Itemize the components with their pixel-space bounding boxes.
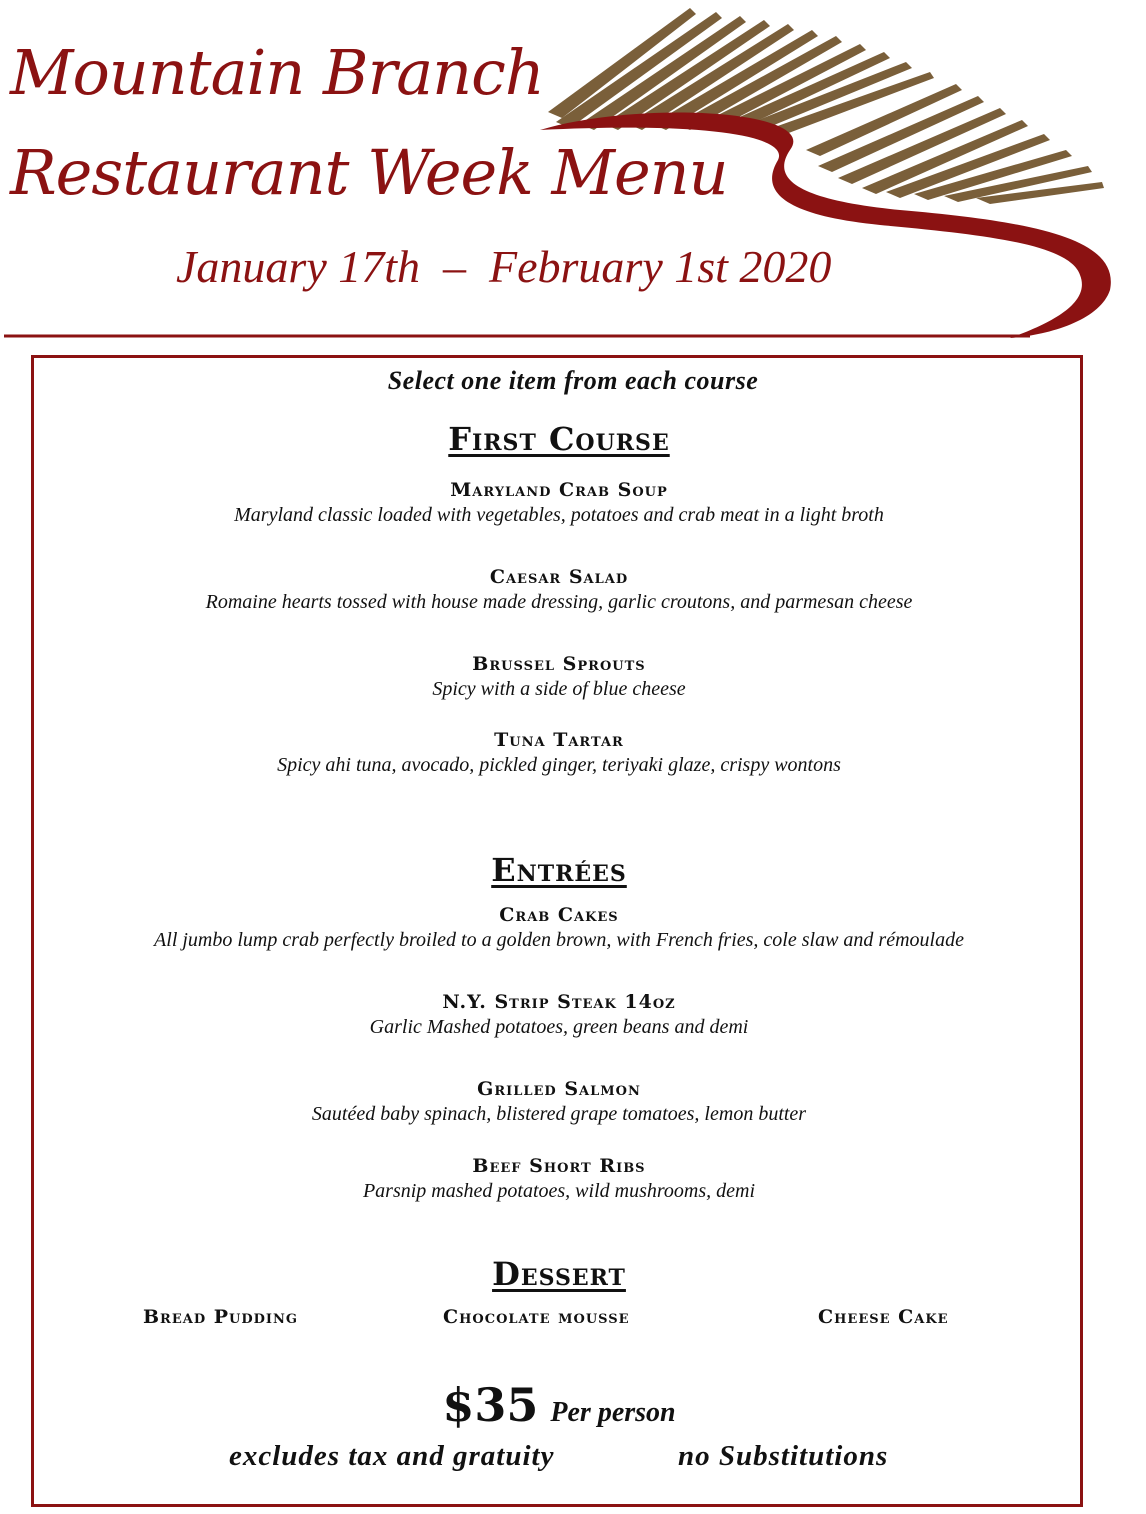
first-course-heading: First Course: [448, 420, 670, 458]
item-description: Spicy with a side of blue cheese: [432, 678, 686, 700]
item-name: Beef Short Ribs: [472, 1155, 646, 1177]
restaurant-name: Mountain Branch: [10, 36, 544, 109]
item-name: Grilled Salmon: [477, 1078, 641, 1100]
dessert-item: Cheese Cake: [818, 1306, 949, 1328]
item-description: Parsnip mashed potatoes, wild mushrooms, demi: [362, 1180, 756, 1202]
menu-dates: January 17th – February 1st 2020: [176, 241, 832, 292]
menu-title: Restaurant Week Menu: [10, 136, 728, 209]
selection-instruction: Select one item from each course: [387, 366, 759, 395]
item-name: Tuna Tartar: [494, 729, 624, 751]
price-amount: $35: [442, 1378, 539, 1432]
item-description: Romaine hearts tossed with house made dressing, garlic croutons, and parmesan cheese: [205, 591, 913, 613]
item-name: N.Y. Strip Steak 14oz: [442, 991, 676, 1013]
menu-item: [0, 1077, 1118, 1127]
item-description: Spicy ahi tuna, avocado, pickled ginger, teriyaki glaze, crispy wontons: [277, 754, 841, 776]
menu-item: [0, 652, 1118, 702]
item-name: Crab Cakes: [499, 904, 619, 926]
dessert-item: Bread Pudding: [143, 1306, 298, 1328]
menu-item: [0, 565, 1118, 615]
substitution-note: no Substitutions: [678, 1440, 889, 1472]
dessert-heading: Dessert: [492, 1255, 626, 1293]
item-description: All jumbo lump crab perfectly broiled to a golden brown, with French fries, cole slaw and rémoulade: [154, 929, 964, 951]
price-label: Per person: [550, 1397, 676, 1428]
menu-header: [0, 0, 1146, 345]
menu-item: [0, 903, 1118, 953]
tax-note: excludes tax and gratuity: [229, 1440, 555, 1472]
menu-item: [0, 990, 1118, 1040]
menu-item: [0, 478, 1118, 528]
item-description: Sautéed baby spinach, blistered grape tomatoes, lemon butter: [311, 1103, 807, 1125]
dessert-item: Chocolate mousse: [443, 1306, 630, 1328]
menu-item: [0, 728, 1118, 778]
item-name: Brussel Sprouts: [472, 653, 646, 675]
menu-item: [0, 1154, 1118, 1204]
item-description: Garlic Mashed potatoes, green beans and demi: [369, 1016, 749, 1038]
price-row: [0, 1378, 1118, 1432]
item-description: Maryland classic loaded with vegetables, potatoes and crab meat in a light broth: [234, 504, 884, 526]
item-name: Caesar Salad: [489, 566, 629, 588]
item-name: Maryland Crab Soup: [450, 479, 668, 501]
entrees-heading: Entrées: [491, 851, 627, 889]
